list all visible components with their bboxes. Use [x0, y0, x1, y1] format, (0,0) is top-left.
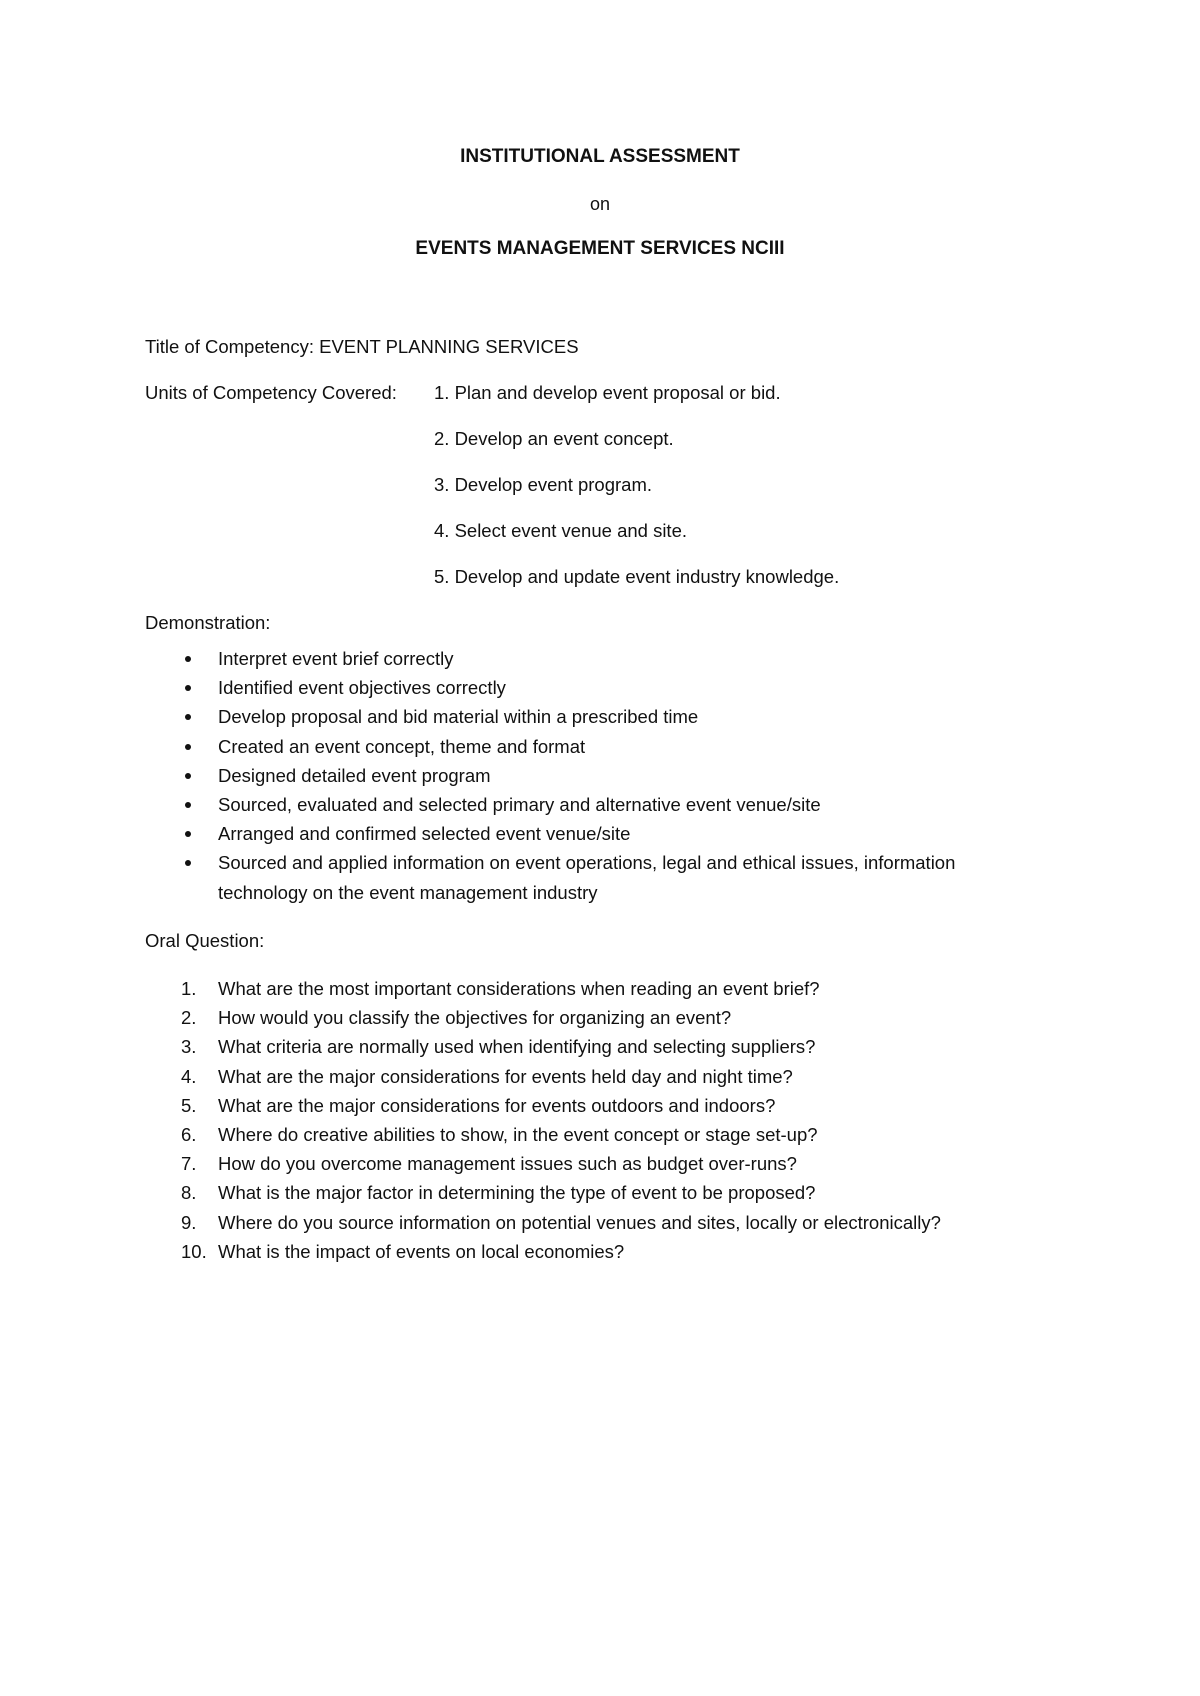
unit-item: 1. Plan and develop event proposal or bid.: [434, 382, 781, 403]
question-text: What are the major considerations for events held day and night time?: [218, 1065, 793, 1087]
question-text: How do you overcome management issues such as budget over-runs?: [218, 1153, 797, 1175]
oral-question-label: Oral Question:: [145, 930, 265, 951]
list-item: [145, 1091, 1045, 1120]
question-number: 2.: [181, 1007, 197, 1029]
list-item: [145, 1208, 1045, 1237]
unit-item: 2. Develop an event concept.: [434, 428, 674, 449]
bullet-icon: [185, 802, 191, 808]
bullet-icon: [185, 744, 191, 750]
question-number: 5.: [181, 1094, 197, 1116]
question-text: What are the most important considerations when reading an event brief?: [218, 978, 820, 999]
question-number: 1.: [181, 978, 197, 999]
question-number: 10.: [181, 1240, 207, 1262]
list-item: [145, 1178, 1045, 1207]
question-text: What is the major factor in determining the type of event to be proposed?: [218, 1182, 816, 1204]
demonstration-item: Designed detailed event program: [218, 764, 491, 786]
list-item: [145, 1120, 1045, 1149]
demonstration-item: Sourced and applied information on event operations, legal and ethical issues, information technology on the event management industry: [218, 852, 956, 903]
unit-item: 3. Develop event program.: [434, 474, 653, 495]
unit-item: 5. Develop and update event industry knowledge.: [434, 566, 840, 587]
demonstration-label: Demonstration:: [145, 612, 271, 633]
question-text: What are the major considerations for events outdoors and indoors?: [218, 1094, 776, 1116]
question-number: 3.: [181, 1036, 197, 1058]
list-item: [145, 702, 1045, 731]
list-item: [145, 974, 1045, 1003]
list-item: [145, 1149, 1045, 1178]
question-number: 8.: [181, 1182, 197, 1204]
demonstration-list: [145, 644, 1045, 907]
title-connector: on: [589, 194, 611, 214]
oral-question-list: [145, 974, 1045, 1266]
demonstration-item: Sourced, evaluated and selected primary and alternative event venue/site: [218, 794, 821, 816]
question-number: 9.: [181, 1211, 197, 1233]
bullet-icon: [185, 714, 191, 720]
list-item: [145, 1032, 1045, 1061]
demonstration-item: Arranged and confirmed selected event venue/site: [218, 823, 631, 845]
list-item: [145, 732, 1045, 761]
list-item: [145, 819, 1045, 848]
question-text: What is the impact of events on local economies?: [218, 1240, 625, 1262]
question-text: How would you classify the objectives for organizing an event?: [218, 1007, 732, 1029]
demonstration-item: Develop proposal and bid material within a prescribed time: [218, 706, 699, 728]
competency-title: Title of Competency: EVENT PLANNING SERVICES: [145, 336, 579, 357]
document-title: INSTITUTIONAL ASSESSMENT: [460, 146, 740, 167]
list-item: [145, 673, 1045, 702]
list-item: [145, 761, 1045, 790]
bullet-icon: [185, 685, 191, 691]
qualification-title: EVENTS MANAGEMENT SERVICES NCIII: [415, 238, 785, 259]
list-item: [145, 1003, 1045, 1032]
list-item: [145, 1062, 1045, 1091]
list-item: [145, 790, 1045, 819]
bullet-icon: [185, 656, 191, 662]
question-number: 6.: [181, 1124, 197, 1146]
question-text: Where do creative abilities to show, in the event concept or stage set-up?: [218, 1124, 818, 1146]
demonstration-item: Identified event objectives correctly: [218, 677, 506, 699]
units-label: Units of Competency Covered:: [145, 382, 397, 403]
list-item: [145, 848, 1045, 906]
bullet-icon: [185, 773, 191, 779]
question-number: 4.: [181, 1065, 197, 1087]
question-number: 7.: [181, 1153, 197, 1175]
unit-item: 4. Select event venue and site.: [434, 520, 688, 541]
bullet-icon: [185, 831, 191, 837]
bullet-icon: [185, 860, 191, 866]
list-item: [145, 644, 1045, 673]
question-text: Where do you source information on potential venues and sites, locally or electronically?: [218, 1211, 941, 1233]
demonstration-item: Created an event concept, theme and format: [218, 735, 586, 757]
list-item: [145, 1237, 1045, 1266]
question-text: What criteria are normally used when identifying and selecting suppliers?: [218, 1036, 816, 1058]
demonstration-item: Interpret event brief correctly: [218, 648, 454, 669]
